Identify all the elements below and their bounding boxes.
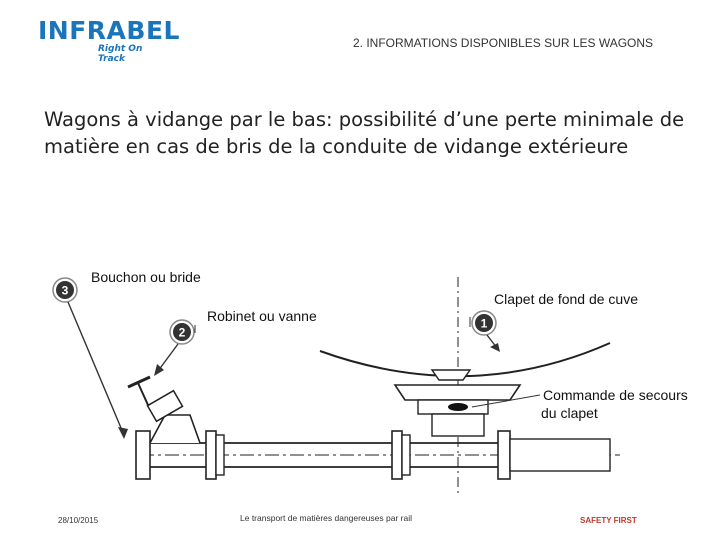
emergency-control-dot [448, 403, 468, 411]
footer-center-text: Le transport de matières dangereuses par rail [240, 513, 412, 523]
slide-title: Wagons à vidange par le bas: possibilité d’une perte minimale de matière en cas de bris de la conduite de vidange extérieure [44, 108, 685, 158]
section-header: 2. INFORMATIONS DISPONIBLES SUR LES WAGONS [353, 36, 654, 50]
footer-date: 28/10/2015 [58, 516, 99, 525]
label-robinet: Robinet ou vanne [207, 308, 317, 324]
callout-3-number: 3 [61, 283, 69, 298]
flange-4 [402, 435, 410, 475]
label-commande-line1: Commande de secours [543, 387, 688, 403]
label-bouchon: Bouchon ou bride [91, 269, 201, 285]
callout-1-number: 1 [480, 316, 488, 331]
leader-2 [158, 344, 178, 371]
flange-1 [206, 431, 216, 479]
label-clapet: Clapet de fond de cuve [494, 291, 638, 307]
logo-tagline: Right On Track [98, 44, 143, 64]
logo-wordmark: INFRABEL [38, 16, 180, 45]
flange-3 [392, 431, 402, 479]
pipe-stub [510, 439, 610, 471]
flange-2 [216, 435, 224, 475]
arrowhead-3 [118, 427, 128, 439]
tank-saddle [395, 385, 520, 400]
valve-stem [138, 383, 148, 405]
valve-housing [432, 414, 484, 436]
callout-2-number: 2 [178, 325, 186, 340]
footer-safety-first: SAFETY FIRST [580, 516, 637, 525]
infrabel-logo [38, 16, 180, 64]
end-cap [136, 431, 150, 479]
flange-5 [498, 431, 510, 479]
label-commande-line2: du clapet [541, 405, 598, 421]
valve-diagram [0, 255, 720, 505]
bottom-valve-seat [432, 370, 470, 380]
leader-3 [68, 302, 124, 435]
